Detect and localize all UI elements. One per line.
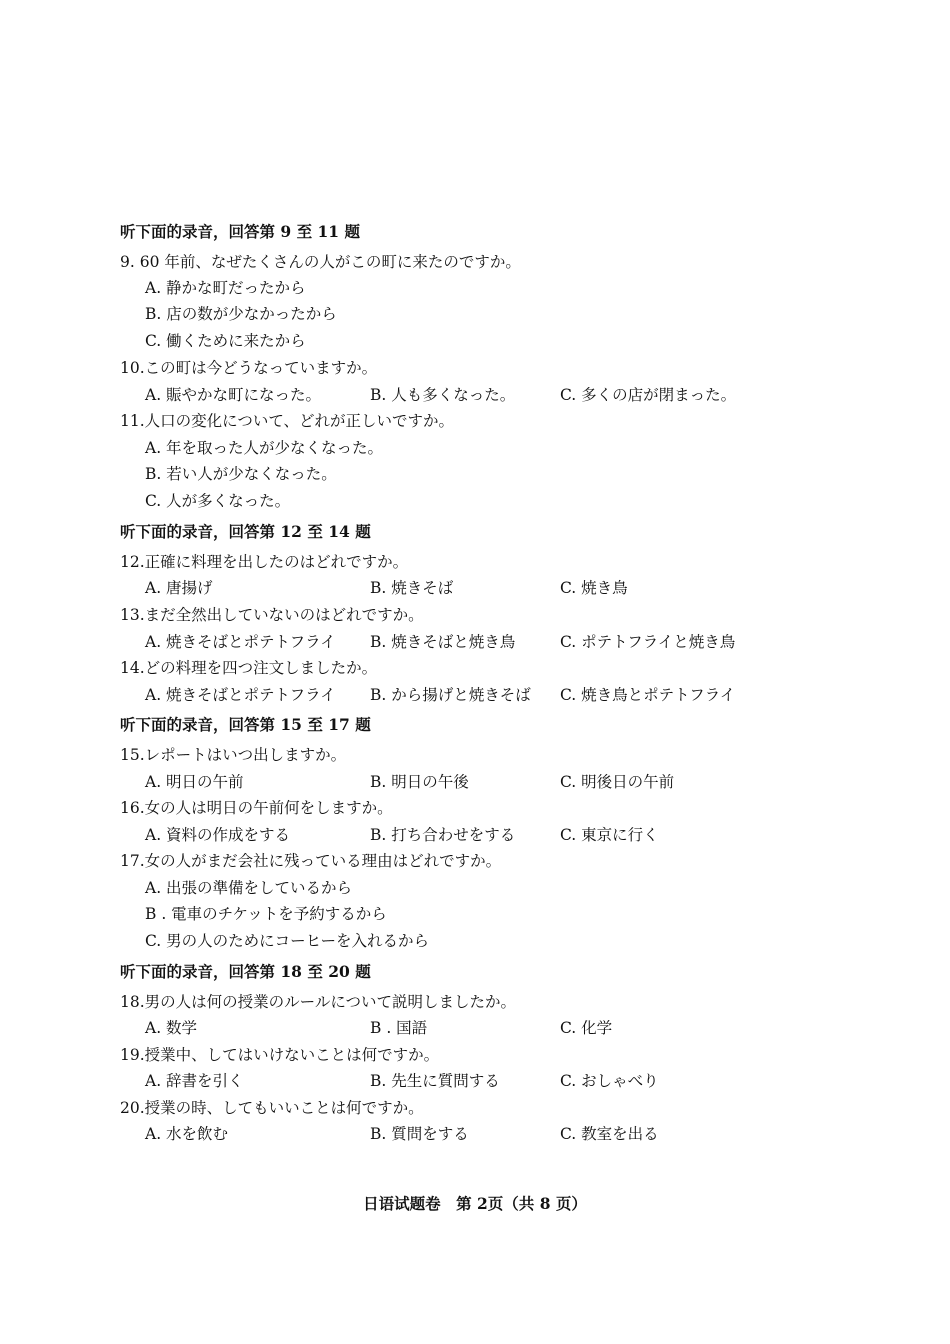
question-17-option-b: B . 電車のチケットを予約するから: [145, 905, 387, 923]
question-16-option-b: B. 打ち合わせをする: [370, 826, 516, 844]
question-16-option-a: A. 資料の作成をする: [145, 826, 291, 844]
question-17: 17.女の人がまだ会社に残っている理由はどれですか。: [120, 852, 502, 870]
question-20-option-c: C. 教室を出る: [560, 1125, 659, 1143]
question-15-option-b: B. 明日の午後: [370, 773, 469, 791]
question-10: 10.この町は今どうなっていますか。: [120, 359, 378, 377]
question-18-option-c: C. 化学: [560, 1019, 613, 1037]
question-9: 9. 60 年前、なぜたくさんの人がこの町に来たのですか。: [120, 253, 521, 271]
question-15-option-a: A. 明日の午前: [145, 773, 244, 791]
question-12: 12.正確に料理を出したのはどれですか。: [120, 553, 409, 571]
question-16: 16.女の人は明日の午前何をしますか。: [120, 799, 393, 817]
question-12-option-b: B. 焼きそば: [370, 579, 454, 597]
section-heading-9-11: 听下面的录音，回答第 9 至 11 题: [120, 222, 360, 241]
question-19-option-c: C. おしゃべり: [560, 1072, 659, 1090]
question-9-option-b: B. 店の数が少なかったから: [145, 305, 337, 323]
question-10-option-b: B. 人も多くなった。: [370, 386, 516, 404]
question-13: 13.まだ全然出していないのはどれですか。: [120, 606, 424, 624]
question-18-option-a: A. 数学: [145, 1019, 198, 1037]
question-14-option-c: C. 焼き鳥とポテトフライ: [560, 686, 736, 704]
question-20: 20.授業の時、してもいいことは何ですか。: [120, 1099, 424, 1117]
question-11-option-c: C. 人が多くなった。: [145, 492, 291, 510]
question-10-option-c: C. 多くの店が閉まった。: [560, 386, 737, 404]
question-14: 14.どの料理を四つ注文しましたか。: [120, 659, 378, 677]
question-19-option-b: B. 先生に質問する: [370, 1072, 500, 1090]
section-heading-15-17: 听下面的录音，回答第 15 至 17 题: [120, 715, 371, 734]
question-14-option-b: B. から揚げと焼きそば: [370, 686, 531, 704]
question-11-option-b: B. 若い人が少なくなった。: [145, 465, 337, 483]
question-16-option-c: C. 東京に行く: [560, 826, 659, 844]
question-15-option-c: C. 明後日の午前: [560, 773, 675, 791]
question-15: 15.レポートはいつ出しますか。: [120, 746, 347, 764]
question-18-option-b: B . 国語: [370, 1019, 428, 1037]
question-12-option-c: C. 焼き鳥: [560, 579, 628, 597]
question-18: 18.男の人は何の授業のルールについて説明しましたか。: [120, 993, 517, 1011]
question-19-option-a: A. 辞書を引く: [145, 1072, 244, 1090]
question-9-option-a: A. 静かな町だったから: [145, 279, 306, 297]
question-9-option-c: C. 働くために来たから: [145, 332, 306, 350]
question-10-option-a: A. 賑やかな町になった。: [145, 386, 322, 404]
question-17-option-a: A. 出張の準備をしているから: [145, 879, 353, 897]
question-19: 19.授業中、してはいけないことは何ですか。: [120, 1046, 440, 1064]
question-11-option-a: A. 年を取った人が少なくなった。: [145, 439, 384, 457]
section-heading-12-14: 听下面的录音，回答第 12 至 14 题: [120, 522, 371, 541]
question-13-option-b: B. 焼きそばと焼き鳥: [370, 633, 516, 651]
page-footer: 日语试题卷 第 2页（共 8 页）: [363, 1194, 587, 1213]
section-heading-18-20: 听下面的录音，回答第 18 至 20 题: [120, 962, 371, 981]
question-20-option-a: A. 水を飲む: [145, 1125, 229, 1143]
question-17-option-c: C. 男の人のためにコーヒーを入れるから: [145, 932, 430, 950]
question-14-option-a: A. 焼きそばとポテトフライ: [145, 686, 336, 704]
question-13-option-a: A. 焼きそばとポテトフライ: [145, 633, 336, 651]
question-12-option-a: A. 唐揚げ: [145, 579, 213, 597]
question-13-option-c: C. ポテトフライと焼き鳥: [560, 633, 736, 651]
question-11: 11.人口の変化について、どれが正しいですか。: [120, 412, 455, 430]
question-20-option-b: B. 質問をする: [370, 1125, 469, 1143]
